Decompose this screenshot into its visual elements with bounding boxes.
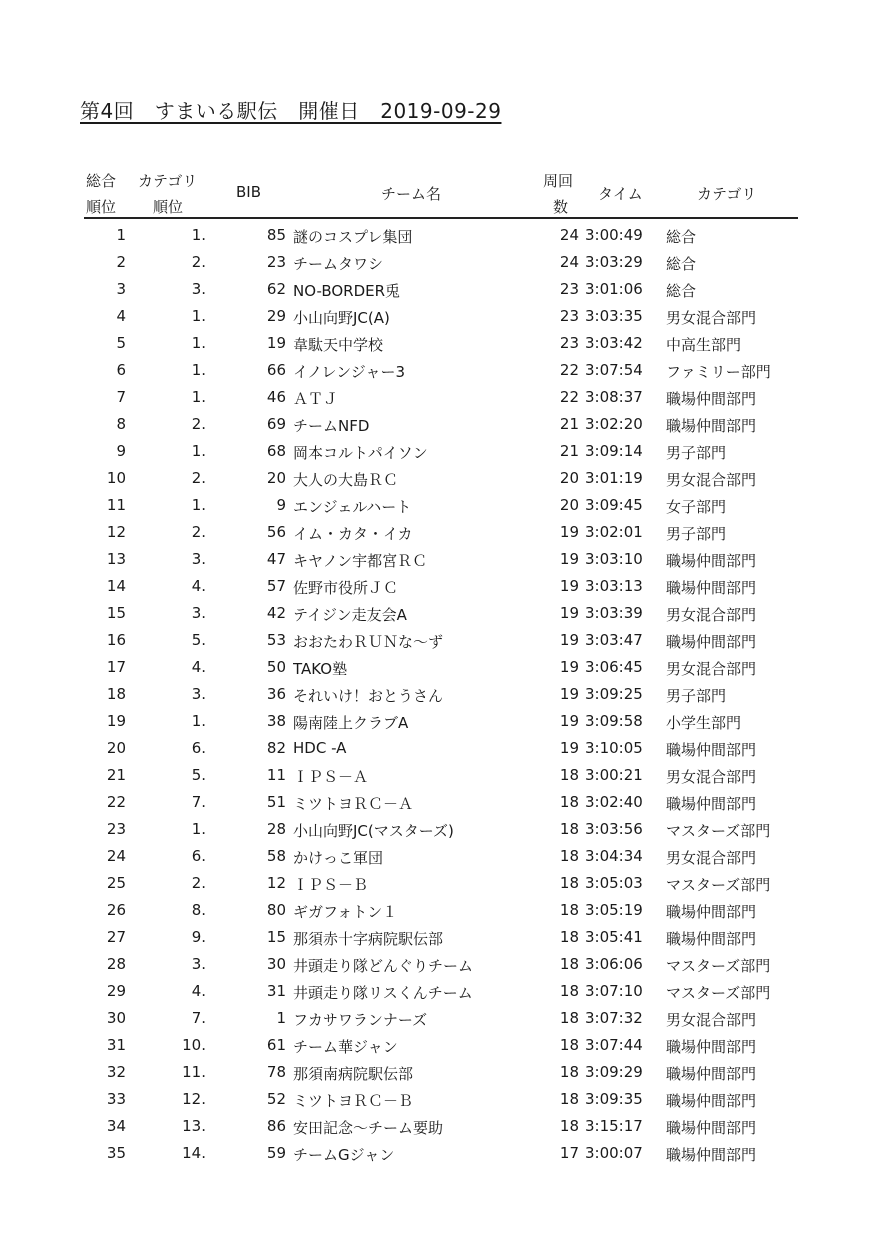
laps-cell: 22 [559, 361, 579, 379]
bib-cell: 56 [266, 523, 286, 541]
category-rank-cell: 1. [191, 226, 206, 244]
team-name-cell: 那須赤十字病院駅伝部 [293, 930, 444, 948]
category-rank-cell: 3. [191, 550, 206, 568]
laps-cell: 18 [559, 847, 579, 865]
table-row [0, 1140, 890, 1167]
time-cell: 3:03:10 [585, 550, 643, 568]
overall-rank-cell: 17 [106, 658, 126, 676]
category-rank-cell: 1. [191, 442, 206, 460]
laps-cell: 24 [559, 226, 579, 244]
laps-cell: 19 [559, 523, 579, 541]
time-cell: 3:00:07 [585, 1144, 643, 1162]
team-name-cell: 安田記念～チーム要助 [293, 1119, 444, 1137]
category-rank-cell: 1. [191, 361, 206, 379]
category-rank-cell: 14. [182, 1144, 206, 1162]
bib-cell: 68 [266, 442, 286, 460]
table-row [0, 249, 890, 276]
time-cell: 3:03:56 [585, 820, 643, 838]
laps-cell: 24 [559, 253, 579, 271]
table-row [0, 681, 890, 708]
overall-rank-cell: 16 [106, 631, 126, 649]
team-name-cell: キヤノン宇都宮ＲＣ [293, 552, 428, 570]
bib-cell: 11 [266, 766, 286, 784]
team-name-cell: エンジェルハート [293, 498, 412, 516]
laps-cell: 19 [559, 658, 579, 676]
category-rank-cell: 4. [191, 577, 206, 595]
team-name-cell: イノレンジャー3 [293, 363, 405, 381]
laps-cell: 18 [559, 766, 579, 784]
table-row [0, 1059, 890, 1086]
category-rank-cell: 4. [191, 982, 206, 1000]
category-rank-cell: 2. [191, 415, 206, 433]
category-rank-cell: 6. [191, 739, 206, 757]
overall-rank-cell: 33 [106, 1090, 126, 1108]
bib-cell: 38 [266, 712, 286, 730]
bib-cell: 29 [266, 307, 286, 325]
category-cell: 職場仲間部門 [666, 390, 757, 408]
laps-cell: 18 [559, 982, 579, 1000]
category-cell: 職場仲間部門 [666, 741, 757, 759]
header-laps-line1: 周回 [543, 172, 574, 190]
time-cell: 3:04:34 [585, 847, 643, 865]
overall-rank-cell: 6 [116, 361, 126, 379]
category-cell: マスターズ部門 [666, 957, 771, 975]
team-name-cell: テイジン走友会A [293, 606, 407, 624]
team-name-cell: NO-BORDER兎 [293, 282, 401, 300]
time-cell: 3:05:03 [585, 874, 643, 892]
time-cell: 3:09:25 [585, 685, 643, 703]
team-name-cell: ミツトヨＲＣ－Ａ [293, 795, 414, 813]
time-cell: 3:01:19 [585, 469, 643, 487]
overall-rank-cell: 21 [106, 766, 126, 784]
overall-rank-cell: 3 [116, 280, 126, 298]
category-cell: 男女混合部門 [666, 309, 757, 327]
laps-cell: 18 [559, 1063, 579, 1081]
laps-cell: 23 [559, 307, 579, 325]
time-cell: 3:07:44 [585, 1036, 643, 1054]
table-row [0, 546, 890, 573]
team-name-cell: おおたわＲＵＮな～ず [293, 633, 444, 651]
bib-cell: 19 [266, 334, 286, 352]
overall-rank-cell: 24 [106, 847, 126, 865]
time-cell: 3:02:01 [585, 523, 643, 541]
header-divider [84, 217, 798, 219]
team-name-cell: 小山向野JC(マスターズ) [293, 822, 454, 840]
category-rank-cell: 6. [191, 847, 206, 865]
bib-cell: 23 [266, 253, 286, 271]
overall-rank-cell: 1 [116, 226, 126, 244]
team-name-cell: ＩＰＳ－Ａ [293, 768, 369, 786]
time-cell: 3:15:17 [585, 1117, 643, 1135]
bib-cell: 80 [266, 901, 286, 919]
overall-rank-cell: 4 [116, 307, 126, 325]
team-name-cell: チームGジャン [293, 1146, 395, 1164]
time-cell: 3:03:29 [585, 253, 643, 271]
bib-cell: 31 [266, 982, 286, 1000]
laps-cell: 22 [559, 388, 579, 406]
category-rank-cell: 1. [191, 334, 206, 352]
table-row [0, 1032, 890, 1059]
time-cell: 3:07:54 [585, 361, 643, 379]
laps-cell: 19 [559, 685, 579, 703]
time-cell: 3:10:05 [585, 739, 643, 757]
category-cell: 職場仲間部門 [666, 1092, 757, 1110]
category-cell: 職場仲間部門 [666, 633, 757, 651]
category-cell: 職場仲間部門 [666, 1119, 757, 1137]
time-cell: 3:07:10 [585, 982, 643, 1000]
table-row [0, 438, 890, 465]
team-name-cell: 大人の大島ＲＣ [293, 471, 399, 489]
bib-cell: 59 [266, 1144, 286, 1162]
time-cell: 3:01:06 [585, 280, 643, 298]
page-title: 第4回 すまいる駅伝 開催日 2019-09-29 [80, 99, 502, 123]
bib-cell: 28 [266, 820, 286, 838]
table-row [0, 870, 890, 897]
overall-rank-cell: 30 [106, 1009, 126, 1027]
laps-cell: 21 [559, 442, 579, 460]
bib-cell: 50 [266, 658, 286, 676]
overall-rank-cell: 31 [106, 1036, 126, 1054]
laps-cell: 20 [559, 496, 579, 514]
laps-cell: 18 [559, 793, 579, 811]
table-row [0, 654, 890, 681]
category-cell: 男女混合部門 [666, 768, 757, 786]
table-row [0, 303, 890, 330]
bib-cell: 1 [276, 1009, 286, 1027]
team-name-cell: 陽南陸上クラブA [293, 714, 409, 732]
category-cell: 職場仲間部門 [666, 1146, 757, 1164]
laps-cell: 20 [559, 469, 579, 487]
bib-cell: 69 [266, 415, 286, 433]
category-cell: ファミリー部門 [666, 363, 771, 381]
category-rank-cell: 1. [191, 712, 206, 730]
header-laps-line2: 数 [553, 198, 569, 216]
overall-rank-cell: 25 [106, 874, 126, 892]
laps-cell: 17 [559, 1144, 579, 1162]
time-cell: 3:05:41 [585, 928, 643, 946]
bib-cell: 20 [266, 469, 286, 487]
laps-cell: 18 [559, 820, 579, 838]
time-cell: 3:03:42 [585, 334, 643, 352]
bib-cell: 9 [276, 496, 286, 514]
category-rank-cell: 7. [191, 793, 206, 811]
category-cell: 女子部門 [666, 498, 727, 516]
time-cell: 3:09:14 [585, 442, 643, 460]
header-overall-rank-line2: 順位 [86, 198, 117, 216]
category-rank-cell: 1. [191, 307, 206, 325]
overall-rank-cell: 8 [116, 415, 126, 433]
laps-cell: 18 [559, 955, 579, 973]
category-rank-cell: 3. [191, 955, 206, 973]
laps-cell: 19 [559, 577, 579, 595]
team-name-cell: 小山向野JC(A) [293, 309, 390, 327]
bib-cell: 51 [266, 793, 286, 811]
header-category-rank-line1: カテゴリ [138, 172, 198, 190]
overall-rank-cell: 26 [106, 901, 126, 919]
category-cell: 職場仲間部門 [666, 930, 757, 948]
time-cell: 3:06:06 [585, 955, 643, 973]
table-header [0, 0, 890, 220]
category-cell: 小学生部門 [666, 714, 742, 732]
table-row [0, 276, 890, 303]
bib-cell: 52 [266, 1090, 286, 1108]
time-cell: 3:00:49 [585, 226, 643, 244]
category-cell: 職場仲間部門 [666, 795, 757, 813]
overall-rank-cell: 34 [106, 1117, 126, 1135]
time-cell: 3:03:47 [585, 631, 643, 649]
bib-cell: 82 [266, 739, 286, 757]
overall-rank-cell: 35 [106, 1144, 126, 1162]
team-name-cell: チーム華ジャン [293, 1038, 398, 1056]
laps-cell: 18 [559, 1117, 579, 1135]
time-cell: 3:06:45 [585, 658, 643, 676]
category-rank-cell: 10. [182, 1036, 206, 1054]
time-cell: 3:09:29 [585, 1063, 643, 1081]
overall-rank-cell: 10 [106, 469, 126, 487]
table-row [0, 924, 890, 951]
bib-cell: 57 [266, 577, 286, 595]
laps-cell: 18 [559, 1009, 579, 1027]
bib-cell: 47 [266, 550, 286, 568]
overall-rank-cell: 28 [106, 955, 126, 973]
overall-rank-cell: 18 [106, 685, 126, 703]
category-cell: 中高生部門 [666, 336, 742, 354]
category-cell: 総合 [666, 228, 697, 246]
laps-cell: 19 [559, 550, 579, 568]
category-rank-cell: 12. [182, 1090, 206, 1108]
bib-cell: 30 [266, 955, 286, 973]
overall-rank-cell: 15 [106, 604, 126, 622]
category-cell: マスターズ部門 [666, 822, 771, 840]
overall-rank-cell: 32 [106, 1063, 126, 1081]
category-rank-cell: 11. [182, 1063, 206, 1081]
category-rank-cell: 8. [191, 901, 206, 919]
header-bib: BIB [236, 183, 262, 201]
category-cell: 職場仲間部門 [666, 552, 757, 570]
table-row [0, 384, 890, 411]
time-cell: 3:00:21 [585, 766, 643, 784]
category-rank-cell: 13. [182, 1117, 206, 1135]
overall-rank-cell: 23 [106, 820, 126, 838]
header-overall-rank-line1: 総合 [86, 172, 117, 190]
overall-rank-cell: 5 [116, 334, 126, 352]
category-rank-cell: 5. [191, 631, 206, 649]
team-name-cell: イム・カタ・イカ [293, 525, 413, 543]
header-time: タイム [598, 185, 643, 203]
table-row [0, 222, 890, 249]
table-row [0, 789, 890, 816]
results-table-body [0, 222, 890, 1167]
overall-rank-cell: 22 [106, 793, 126, 811]
category-rank-cell: 3. [191, 604, 206, 622]
overall-rank-cell: 27 [106, 928, 126, 946]
table-row [0, 978, 890, 1005]
laps-cell: 21 [559, 415, 579, 433]
bib-cell: 36 [266, 685, 286, 703]
table-row [0, 573, 890, 600]
table-row [0, 519, 890, 546]
category-cell: 職場仲間部門 [666, 579, 757, 597]
category-rank-cell: 3. [191, 280, 206, 298]
team-name-cell: ギガフォトン１ [293, 903, 398, 921]
overall-rank-cell: 19 [106, 712, 126, 730]
team-name-cell: 井頭走り隊リスくんチーム [293, 984, 473, 1002]
time-cell: 3:09:35 [585, 1090, 643, 1108]
category-rank-cell: 3. [191, 685, 206, 703]
bib-cell: 53 [266, 631, 286, 649]
laps-cell: 19 [559, 631, 579, 649]
category-rank-cell: 2. [191, 253, 206, 271]
overall-rank-cell: 2 [116, 253, 126, 271]
time-cell: 3:09:45 [585, 496, 643, 514]
table-row [0, 1005, 890, 1032]
category-cell: 職場仲間部門 [666, 903, 757, 921]
table-row [0, 735, 890, 762]
header-team: チーム名 [381, 185, 442, 203]
bib-cell: 66 [266, 361, 286, 379]
laps-cell: 18 [559, 928, 579, 946]
overall-rank-cell: 12 [106, 523, 126, 541]
overall-rank-cell: 11 [106, 496, 126, 514]
laps-cell: 18 [559, 901, 579, 919]
bib-cell: 58 [266, 847, 286, 865]
time-cell: 3:08:37 [585, 388, 643, 406]
bib-cell: 86 [266, 1117, 286, 1135]
laps-cell: 23 [559, 280, 579, 298]
category-rank-cell: 7. [191, 1009, 206, 1027]
team-name-cell: 岡本コルトパイソン [293, 444, 428, 462]
category-cell: 総合 [666, 255, 697, 273]
table-row [0, 1086, 890, 1113]
laps-cell: 19 [559, 739, 579, 757]
category-cell: 男女混合部門 [666, 660, 757, 678]
overall-rank-cell: 14 [106, 577, 126, 595]
table-row [0, 816, 890, 843]
category-cell: 職場仲間部門 [666, 1038, 757, 1056]
team-name-cell: 謎のコスプレ集団 [293, 228, 413, 246]
team-name-cell: かけっこ軍団 [293, 849, 384, 867]
team-name-cell: それいけ！おとうさん [293, 687, 444, 705]
category-rank-cell: 1. [191, 496, 206, 514]
category-cell: 職場仲間部門 [666, 1065, 757, 1083]
category-cell: 職場仲間部門 [666, 417, 757, 435]
laps-cell: 18 [559, 874, 579, 892]
table-row [0, 330, 890, 357]
laps-cell: 18 [559, 1090, 579, 1108]
category-rank-cell: 2. [191, 523, 206, 541]
time-cell: 3:03:13 [585, 577, 643, 595]
overall-rank-cell: 13 [106, 550, 126, 568]
laps-cell: 19 [559, 712, 579, 730]
category-cell: 男女混合部門 [666, 1011, 757, 1029]
header-category: カテゴリ [697, 185, 757, 203]
table-row [0, 465, 890, 492]
category-cell: 男子部門 [666, 525, 727, 543]
time-cell: 3:02:20 [585, 415, 643, 433]
bib-cell: 62 [266, 280, 286, 298]
category-rank-cell: 2. [191, 469, 206, 487]
team-name-cell: チームNFD [293, 417, 370, 435]
category-rank-cell: 2. [191, 874, 206, 892]
time-cell: 3:05:19 [585, 901, 643, 919]
bib-cell: 85 [266, 226, 286, 244]
team-name-cell: ＩＰＳ－Ｂ [293, 876, 369, 894]
table-row [0, 951, 890, 978]
overall-rank-cell: 29 [106, 982, 126, 1000]
bib-cell: 61 [266, 1036, 286, 1054]
bib-cell: 78 [266, 1063, 286, 1081]
category-cell: 男子部門 [666, 687, 727, 705]
category-cell: 男女混合部門 [666, 471, 757, 489]
team-name-cell: 韋駄天中学校 [293, 336, 384, 354]
bib-cell: 12 [266, 874, 286, 892]
overall-rank-cell: 20 [106, 739, 126, 757]
category-cell: マスターズ部門 [666, 984, 771, 1002]
team-name-cell: 佐野市役所ＪＣ [293, 579, 399, 597]
laps-cell: 23 [559, 334, 579, 352]
category-cell: 男女混合部門 [666, 849, 757, 867]
table-row [0, 411, 890, 438]
table-row [0, 897, 890, 924]
category-rank-cell: 4. [191, 658, 206, 676]
table-row [0, 843, 890, 870]
team-name-cell: 井頭走り隊どんぐりチーム [293, 957, 474, 975]
time-cell: 3:02:40 [585, 793, 643, 811]
team-name-cell: 那須南病院駅伝部 [293, 1065, 414, 1083]
team-name-cell: HDC -A [293, 739, 347, 757]
table-row [0, 627, 890, 654]
table-row [0, 492, 890, 519]
category-rank-cell: 1. [191, 820, 206, 838]
team-name-cell: チームタワシ [293, 255, 384, 273]
team-name-cell: ＡＴＪ [293, 390, 339, 408]
category-cell: 男子部門 [666, 444, 727, 462]
header-category-rank-line2: 順位 [153, 198, 184, 216]
table-row [0, 600, 890, 627]
table-row [0, 762, 890, 789]
bib-cell: 15 [266, 928, 286, 946]
team-name-cell: フカサワランナーズ [293, 1011, 428, 1029]
table-row [0, 357, 890, 384]
overall-rank-cell: 9 [116, 442, 126, 460]
category-cell: 総合 [666, 282, 697, 300]
time-cell: 3:07:32 [585, 1009, 643, 1027]
time-cell: 3:03:39 [585, 604, 643, 622]
category-rank-cell: 9. [191, 928, 206, 946]
bib-cell: 46 [266, 388, 286, 406]
laps-cell: 19 [559, 604, 579, 622]
table-row [0, 708, 890, 735]
table-row [0, 1113, 890, 1140]
category-rank-cell: 1. [191, 388, 206, 406]
time-cell: 3:09:58 [585, 712, 643, 730]
category-cell: マスターズ部門 [666, 876, 771, 894]
category-cell: 男女混合部門 [666, 606, 757, 624]
category-rank-cell: 5. [191, 766, 206, 784]
bib-cell: 42 [266, 604, 286, 622]
team-name-cell: TAKO塾 [293, 660, 348, 678]
team-name-cell: ミツトヨＲＣ－Ｂ [293, 1092, 414, 1110]
overall-rank-cell: 7 [116, 388, 126, 406]
laps-cell: 18 [559, 1036, 579, 1054]
time-cell: 3:03:35 [585, 307, 643, 325]
